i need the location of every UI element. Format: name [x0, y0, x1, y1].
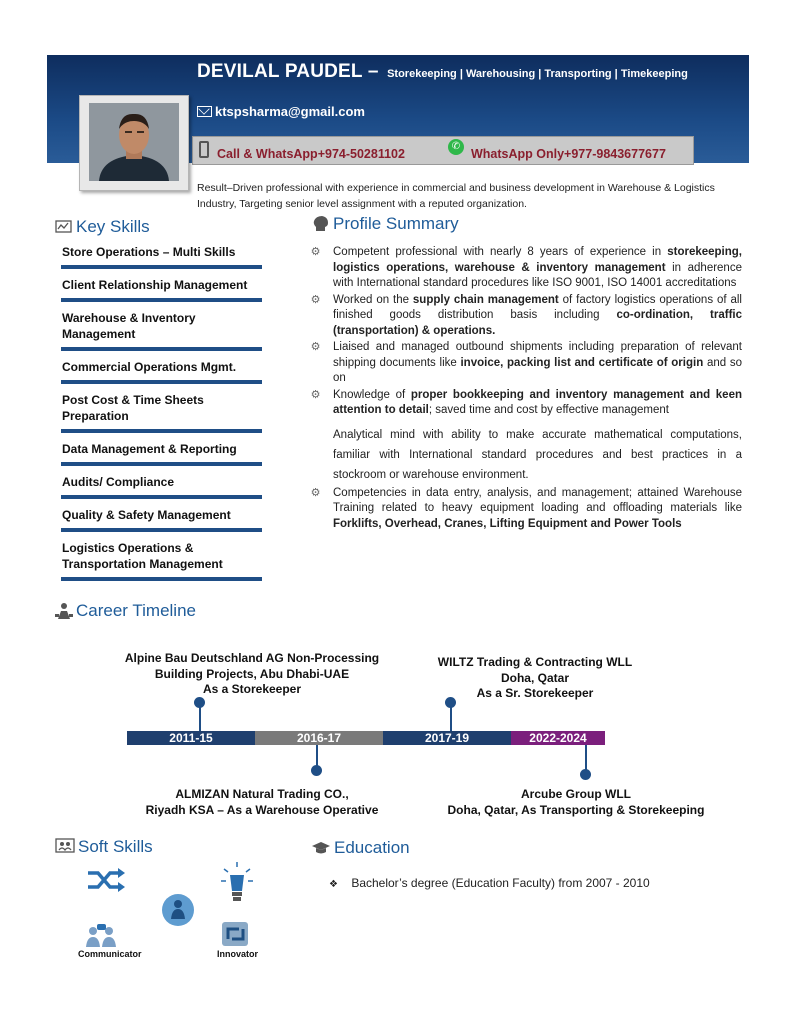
timeline-period: 2022-2024 [511, 731, 605, 745]
gear-bullet-icon: ⚙ [310, 341, 321, 353]
phone-nepal[interactable]: WhatsApp Only+977-9843677677 [471, 147, 666, 161]
profile-summary-list [308, 245, 742, 533]
profile-point: ⚙ Liaised and managed outbound shipments including preparation of relevant shipping documents like invoice, packing list and certificate of origin and so on [308, 340, 742, 387]
timeline-entry-alpine: Alpine Bau Deutschland AG Non-Processing Building Projects, Abu Dhabi-UAE As a Storekeeper [124, 651, 380, 696]
gear-bullet-icon: ⚙ [310, 388, 321, 401]
intro-summary: Result–Driven professional with experience in commercial and business development in Warehouse & Logistics Industry, Targeting senior level assignment with a reputed organization. [197, 182, 715, 210]
profile-point: ⚙ Worked on the supply chain management of factory logistics operations of all finished goods distribution basis including co-ordination, traffic (transportation) & operations. [308, 293, 742, 340]
lightbulb-icon [220, 861, 254, 905]
timeline-period: 2017-19 [383, 731, 511, 745]
profile-summary-title: Profile Summary [333, 214, 459, 233]
email-row [197, 104, 365, 119]
timeline-marker [580, 769, 591, 780]
profile-point: ⚙ Competent professional with nearly 8 years of experience in storekeeping, logistics operations, warehouse & inventory management in adherence with International standard procedures like ISO 9001, ISO 14001 accreditations [308, 245, 742, 292]
skill-item: Audits/ Compliance [61, 474, 262, 499]
timeline-stem [450, 707, 452, 731]
timeline-entry-almizan: ALMIZAN Natural Trading CO., Riyadh KSA – As a Warehouse Operative [145, 787, 379, 817]
email-address[interactable]: ktspsharma@gmail.com [215, 104, 365, 119]
diamond-bullet-icon: ❖ [329, 879, 338, 890]
gear-bullet-icon: ⚙ [310, 246, 321, 258]
key-skills-heading [55, 217, 150, 237]
envelope-icon [197, 106, 212, 117]
skill-item: Logistics Operations & Transportation Management [61, 540, 262, 581]
soft-skills-heading [55, 837, 153, 857]
soft-skill-label: Communicator [78, 949, 142, 959]
profile-photo [89, 103, 179, 181]
communicator-icon [84, 923, 118, 949]
timeline-stem [316, 745, 318, 766]
name-line [197, 61, 688, 83]
key-skills-title: Key Skills [76, 217, 150, 236]
candidate-name: DEVILAL PAUDEL – [197, 61, 379, 82]
education-heading [311, 838, 410, 858]
skill-item: Post Cost & Time Sheets Preparation [61, 392, 262, 433]
gear-bullet-icon: ⚙ [310, 486, 321, 499]
mobile-phone-icon [199, 141, 209, 158]
skill-item: Warehouse & Inventory Management [61, 310, 262, 351]
phone-qatar[interactable]: Call & WhatsApp+974-50281102 [217, 147, 405, 161]
timeline-entry-wiltz: WILTZ Trading & Contracting WLL Doha, Qatar As a Sr. Storekeeper [437, 655, 633, 700]
whatsapp-icon: ✆ [448, 139, 464, 155]
shuffle-icon [86, 867, 126, 895]
person-tree-icon [55, 602, 73, 620]
skill-item: Store Operations – Multi Skills [61, 244, 262, 269]
career-timeline-heading [55, 601, 196, 621]
education-title: Education [334, 838, 410, 857]
head-profile-icon [312, 215, 330, 233]
profile-point: ⚙ Competencies in data entry, analysis, and management; attained Warehouse Training related to heavy equipment loading and offloading materials like Forklifts, Overhead, Cranes, Lifting Equipment and Power Tools [308, 486, 742, 533]
timeline-entry-arcube: Arcube Group WLL Doha, Qatar, As Transporting & Storekeeping [447, 787, 705, 817]
education-item: ❖ Bachelor’s degree (Education Faculty) from 2007 - 2010 [329, 876, 650, 890]
career-timeline-title: Career Timeline [76, 601, 196, 620]
role-tags: Storekeeping | Warehousing | Transporting | Timekeeping [387, 68, 688, 80]
people-icon [55, 838, 75, 856]
skill-item: Client Relationship Management [61, 277, 262, 302]
timeline-stem [585, 745, 587, 770]
innovator-icon [219, 919, 255, 949]
profile-paragraph: Analytical mind with ability to make accurate mathematical computations, familiar with International standard procedures and best practices in a stockroom or warehouse environment. [333, 428, 742, 481]
timeline-marker [311, 765, 322, 776]
timeline-stem [199, 707, 201, 731]
gear-bullet-icon: ⚙ [310, 293, 321, 306]
soft-skill-label: Innovator [217, 949, 259, 959]
key-skills-list [61, 244, 262, 589]
profile-point: ⚙ Knowledge of proper bookkeeping and inventory management and keen attention to detail; saved time and cost by effective management [308, 388, 742, 419]
soft-skills-title: Soft Skills [78, 837, 153, 856]
skill-item: Commercial Operations Mgmt. [61, 359, 262, 384]
graduation-cap-icon [311, 840, 331, 856]
timeline-period: 2016-17 [255, 731, 383, 745]
skill-item: Quality & Safety Management [61, 507, 262, 532]
profile-summary-heading [312, 214, 459, 234]
chart-icon [55, 219, 73, 235]
skill-item: Data Management & Reporting [61, 441, 262, 466]
timeline-period: 2011-15 [127, 731, 255, 745]
thinker-icon [161, 893, 195, 927]
